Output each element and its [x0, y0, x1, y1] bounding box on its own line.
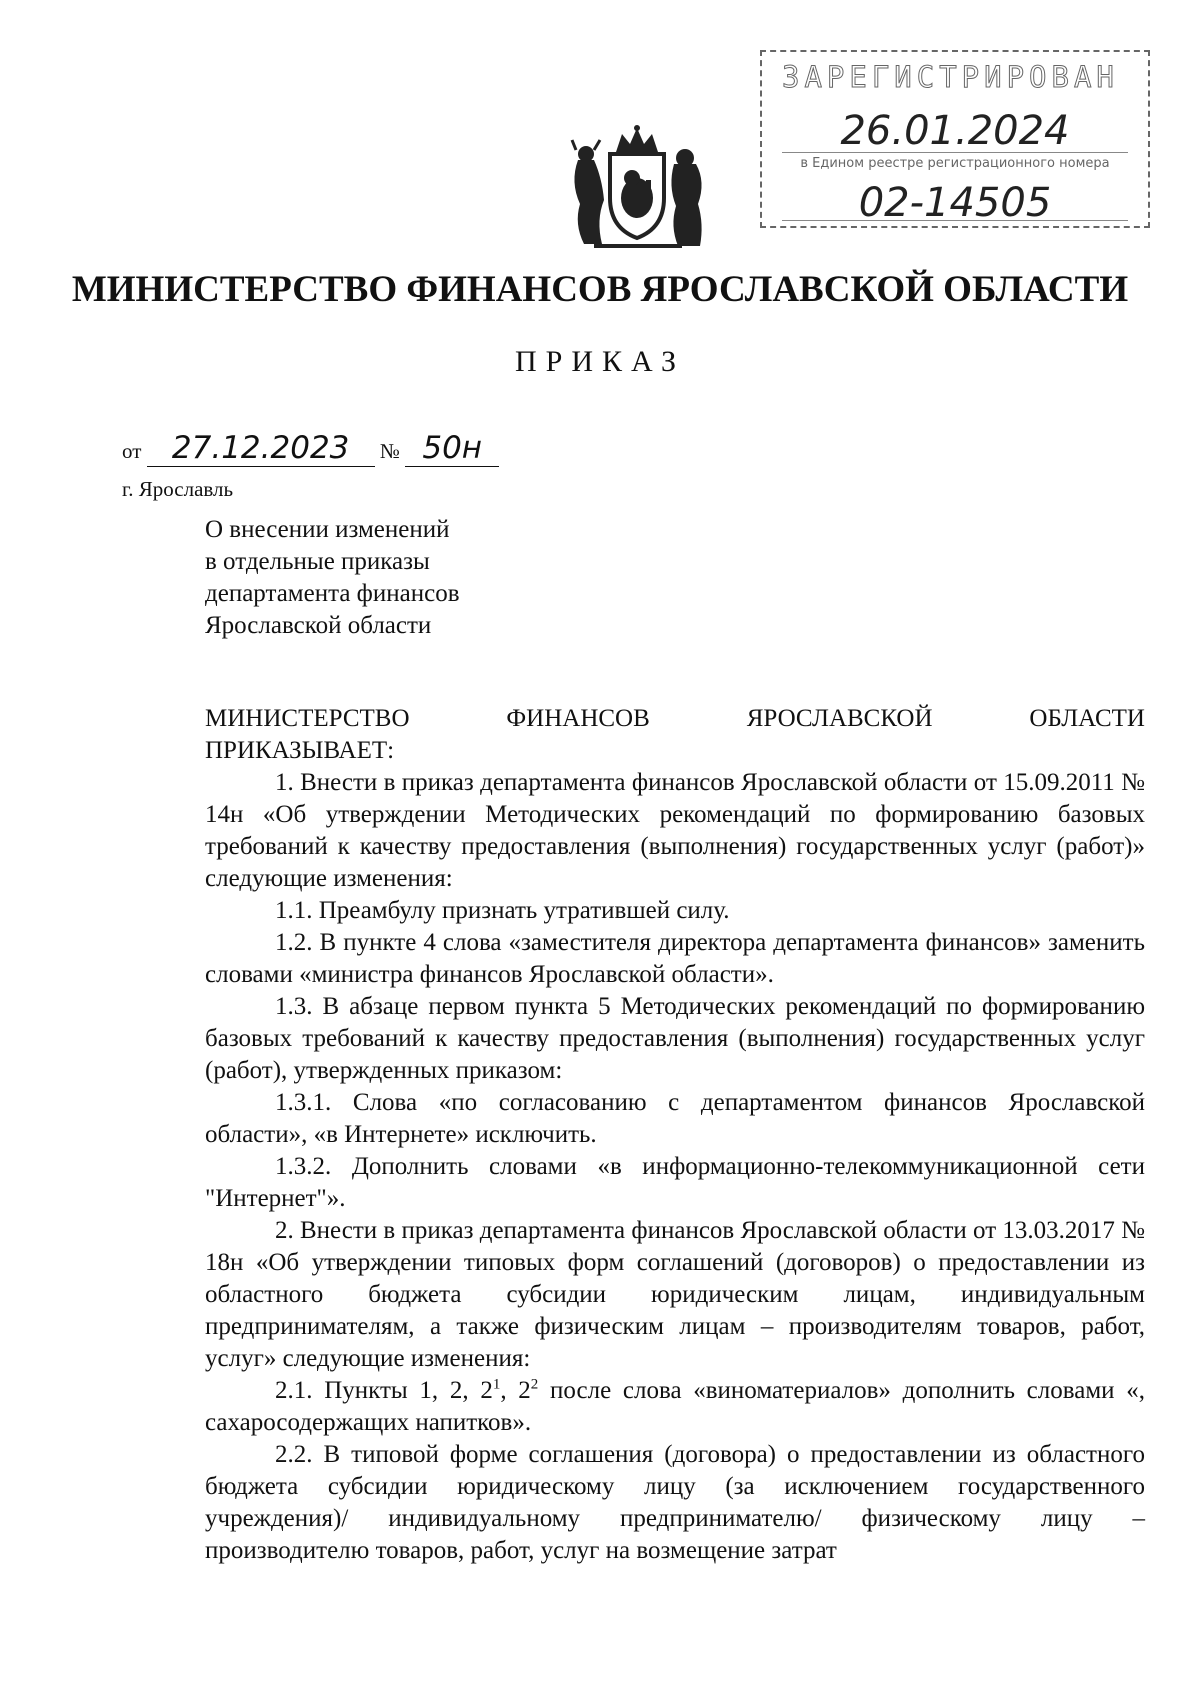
p21-mid: , 2 [500, 1377, 531, 1404]
preamble-word: ФИНАНСОВ [506, 705, 650, 732]
paragraph-1: 1. Внести в приказ департамента финансов Ярославской области от 15.09.2011 № 14н «Об утверждении Методических рекомендаций по формированию базовых требований к качеству предоставления (выполнения) государственных услуг (работ)» следующие изменения: [205, 769, 1145, 892]
order-date: 27.12.2023 [147, 430, 375, 467]
paragraph-1-3-1: 1.3.1. Слова «по согласованию с департаментом финансов Ярославской области», «в Интернете» исключить. [205, 1089, 1145, 1148]
number-label: № [379, 439, 400, 463]
document-body [205, 703, 1145, 1567]
p21-start: 2.1. Пункты 1, 2, 2 [275, 1377, 493, 1404]
p21-sup2: 2 [530, 1376, 539, 1393]
order-subject [205, 514, 460, 642]
paragraph-2-2: 2.2. В типовой форме соглашения (договора) о предоставлении из областного бюджета субсидии юридическому лицу (за исключением государственного учреждения)/ индивидуальному предпринимателю/ физическому лицу – производителю товаров, работ, услуг на возмещение затрат [205, 1441, 1145, 1564]
stamp-number: 02-14505 [858, 180, 1052, 226]
paragraph-2-1 [205, 1375, 1145, 1439]
paragraph-1-2: 1.2. В пункте 4 слова «заместителя директора департамента финансов» заменить словами «министра финансов Ярославской области». [205, 929, 1145, 988]
registration-stamp [760, 50, 1150, 228]
date-label: от [122, 439, 142, 463]
preamble-line [205, 703, 1145, 735]
document-type: ПРИКАЗ [515, 345, 685, 378]
order-meta [122, 430, 499, 467]
stamp-date: 26.01.2024 [840, 108, 1070, 154]
stamp-divider [782, 152, 1128, 153]
preamble-word: МИНИСТЕРСТВО [205, 705, 410, 732]
preamble-end: ПРИКАЗЫВАЕТ: [205, 737, 395, 764]
city: г. Ярославль [122, 477, 234, 501]
ministry-title: МИНИСТЕРСТВО ФИНАНСОВ ЯРОСЛАВСКОЙ ОБЛАСТИ [71, 269, 1129, 310]
paragraph-1-3: 1.3. В абзаце первом пункта 5 Методических рекомендаций по формированию базовых требований к качеству предоставления (выполнения) государственных услуг (работ), утвержденных приказом: [205, 993, 1145, 1084]
subject-line: в отдельные приказы [205, 548, 430, 575]
p21-end: после слова «виноматериалов» дополнить словами «, сахаросодержащих напитков». [205, 1377, 1145, 1436]
paragraph-1-3-2: 1.3.2. Дополнить словами «в информационно-телекоммуникационной сети "Интернет"». [205, 1153, 1145, 1212]
subject-line: Ярославской области [205, 612, 432, 639]
preamble-word: ЯРОСЛАВСКОЙ [746, 705, 933, 732]
stamp-header: ЗАРЕГИСТРИРОВАН [782, 60, 1119, 94]
paragraph-1-1: 1.1. Преамбулу признать утратившей силу. [275, 897, 730, 924]
order-number: 50н [405, 430, 499, 467]
p21-sup1: 1 [492, 1376, 501, 1393]
coat-of-arms-emblem [566, 120, 708, 256]
paragraph-2: 2. Внести в приказ департамента финансов Ярославской области от 13.03.2017 № 18н «Об утверждении типовых форм соглашений (договоров) о предоставлении из областного бюджета субсидии юридическим лицам, индивидуальным предпринимателям, а также физическим лицам – производителям товаров, работ, услуг» следующие изменения: [205, 1217, 1145, 1372]
preamble-word: ОБЛАСТИ [1029, 705, 1145, 732]
subject-line: департамента финансов [205, 580, 460, 607]
subject-line: О внесении изменений [205, 516, 450, 543]
stamp-subline: в Едином реестре регистрационного номера [800, 156, 1110, 171]
